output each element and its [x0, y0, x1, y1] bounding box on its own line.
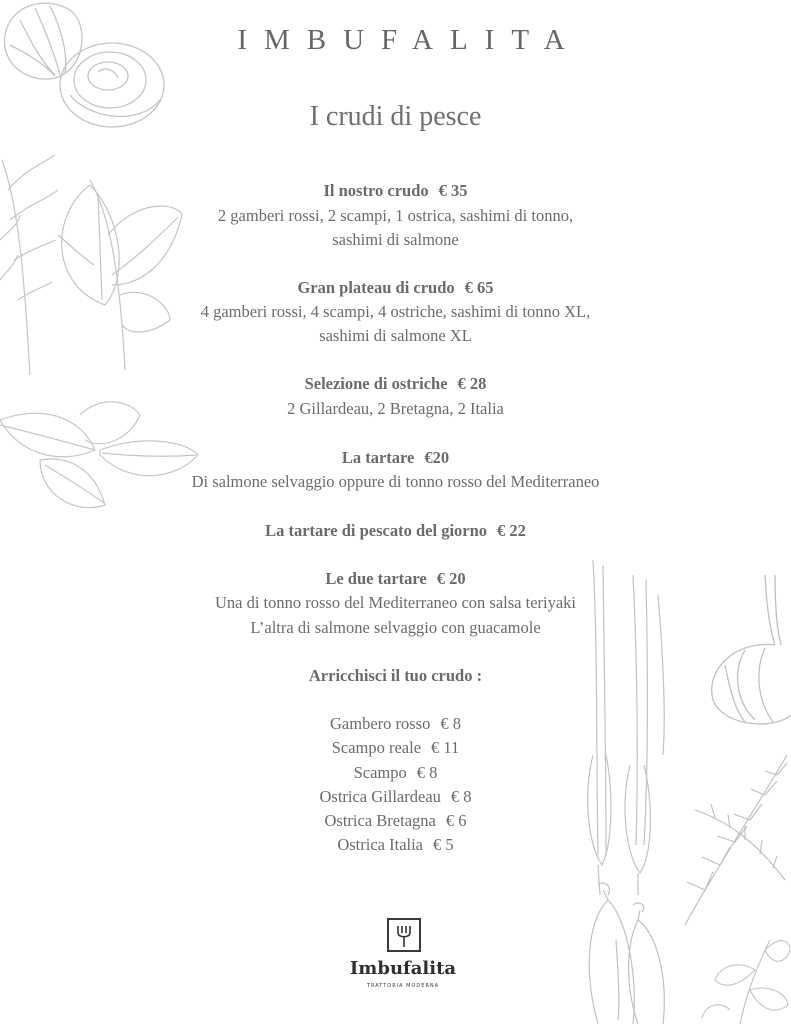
- item-price: € 20: [436, 569, 466, 588]
- logo-tagline: TRATTORIA MODERNA: [366, 983, 440, 989]
- extra-name: Ostrica Gillardeau: [319, 787, 441, 806]
- item-price: €20: [424, 448, 450, 467]
- menu-item-title: [0, 179, 791, 203]
- item-description: Una di tonno rosso del Mediterraneo con salsa teriyaki: [214, 593, 577, 612]
- item-description: 2 Gillardeau, 2 Bretagna, 2 Italia: [287, 399, 504, 418]
- item-price: € 22: [497, 521, 526, 540]
- item-name: Le due tartare: [325, 569, 427, 588]
- item-description: sashimi di salmone XL: [319, 326, 472, 345]
- item-name: La tartare: [341, 448, 415, 467]
- extra-price: € 8: [450, 787, 472, 806]
- extra-price: € 8: [416, 763, 438, 782]
- item-price: € 28: [457, 374, 487, 393]
- extra-price: € 8: [440, 714, 461, 733]
- item-description: 4 gamberi rossi, 4 scampi, 4 ostriche, sashimi di tonno XL,: [200, 302, 591, 321]
- extra-name: Ostrica Italia: [337, 835, 424, 854]
- extra-price: € 5: [433, 835, 454, 854]
- item-price: € 35: [438, 181, 468, 200]
- extra-price: € 6: [445, 811, 467, 830]
- extra-price: € 11: [431, 738, 460, 757]
- extra-name: Scampo reale: [331, 738, 422, 757]
- extra-item: [0, 833, 791, 857]
- menu-item-title: [0, 276, 791, 300]
- extra-name: Scampo: [353, 763, 407, 782]
- extra-item: [0, 785, 791, 809]
- menu-item-title: [0, 519, 791, 543]
- extra-item: [0, 736, 791, 760]
- extra-name: Ostrica Bretagna: [324, 811, 436, 830]
- extra-item: [0, 712, 791, 736]
- menu-item-title: [0, 372, 791, 396]
- extras-title: Arricchisci il tuo crudo :: [308, 666, 483, 685]
- item-name: La tartare di pescato del giorno: [265, 521, 488, 540]
- item-description: L’altra di salmone selvaggio con guacamole: [250, 618, 541, 637]
- fork-icon: [387, 918, 421, 952]
- item-description: 2 gamberi rossi, 2 scampi, 1 ostrica, sashimi di tonno,: [217, 206, 574, 225]
- item-name: Selezione di ostriche: [304, 374, 448, 393]
- menu-item-title: [0, 446, 791, 470]
- menu-item-title: [0, 567, 791, 591]
- extra-name: Gambero rosso: [330, 714, 431, 733]
- extra-item: [0, 809, 791, 833]
- item-description: sashimi di salmone: [332, 230, 459, 249]
- section-heading: I crudi di pesce: [309, 101, 482, 132]
- item-name: Il nostro crudo: [323, 181, 429, 200]
- item-name: Gran plateau di crudo: [297, 278, 455, 297]
- logo-name: Imbufalita: [349, 958, 457, 979]
- item-price: € 65: [464, 278, 494, 297]
- restaurant-logo: [345, 916, 461, 996]
- brand-title: IMBUFALITA: [237, 24, 582, 56]
- extra-item: [0, 761, 791, 785]
- item-description: Di salmone selvaggio oppure di tonno rosso del Mediterraneo: [191, 472, 600, 491]
